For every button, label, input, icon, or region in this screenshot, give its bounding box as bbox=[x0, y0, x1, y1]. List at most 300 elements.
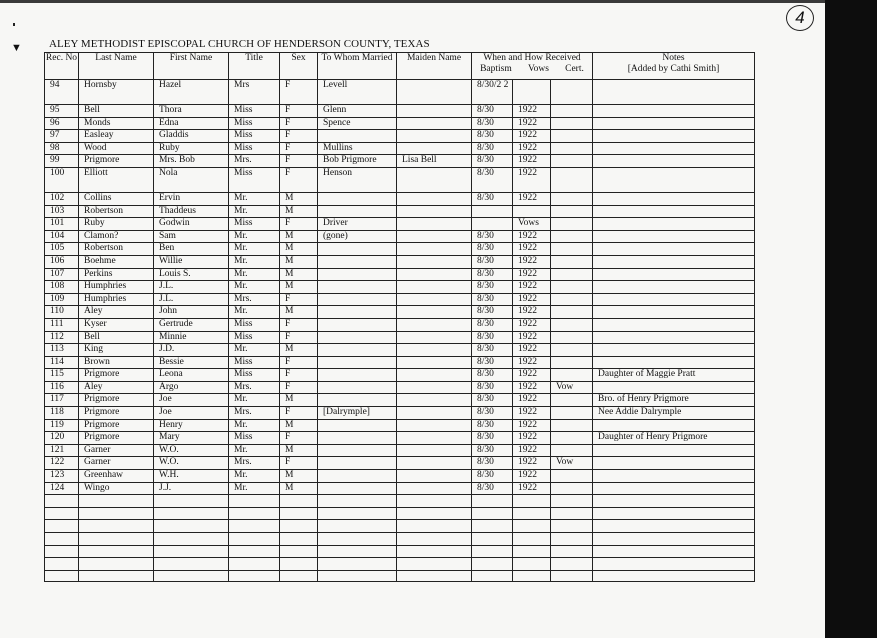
cell-first-name: Godwin bbox=[154, 218, 229, 231]
cell-sex: M bbox=[280, 230, 318, 243]
cell-to-whom-married bbox=[318, 482, 397, 495]
cell-cert: Vow bbox=[551, 457, 593, 470]
membership-register-table bbox=[44, 52, 755, 582]
cell-rec-no: 113 bbox=[45, 344, 79, 357]
cell-rec-no: 105 bbox=[45, 243, 79, 256]
cell-baptism: 8/30 bbox=[472, 281, 513, 294]
table-row bbox=[45, 407, 755, 420]
cell-rec-no: 124 bbox=[45, 482, 79, 495]
cell-cert bbox=[551, 255, 593, 268]
cell-title: Miss bbox=[229, 432, 280, 445]
cell-notes: Nee Addie Dalrymple bbox=[593, 407, 755, 420]
cell-baptism: 8/30 bbox=[472, 105, 513, 118]
cell-cert bbox=[551, 268, 593, 281]
empty-cell bbox=[280, 533, 318, 546]
cell-title: Miss bbox=[229, 167, 280, 192]
header-notes-label: Notes bbox=[662, 53, 685, 63]
cell-last-name: Perkins bbox=[79, 268, 154, 281]
empty-cell bbox=[472, 533, 513, 546]
header-first-name: First Name bbox=[154, 53, 229, 80]
table-row bbox=[45, 205, 755, 218]
cell-title: Mr. bbox=[229, 192, 280, 205]
cell-maiden-name bbox=[397, 432, 472, 445]
cell-cert bbox=[551, 470, 593, 483]
cell-maiden-name bbox=[397, 268, 472, 281]
empty-row bbox=[45, 533, 755, 546]
cell-title: Mr. bbox=[229, 306, 280, 319]
cell-rec-no: 117 bbox=[45, 394, 79, 407]
empty-cell bbox=[154, 520, 229, 533]
cell-first-name: Joe bbox=[154, 394, 229, 407]
cell-rec-no: 111 bbox=[45, 318, 79, 331]
margin-mark bbox=[13, 23, 15, 26]
cell-vows: 1922 bbox=[513, 394, 551, 407]
cell-last-name: Kyser bbox=[79, 318, 154, 331]
cell-cert bbox=[551, 105, 593, 118]
cell-to-whom-married bbox=[318, 318, 397, 331]
cell-baptism: 8/30 bbox=[472, 331, 513, 344]
cell-title: Miss bbox=[229, 356, 280, 369]
cell-rec-no: 104 bbox=[45, 230, 79, 243]
cell-notes bbox=[593, 381, 755, 394]
header-maiden-name: Maiden Name bbox=[397, 53, 472, 80]
empty-cell bbox=[79, 545, 154, 558]
cell-last-name: Prigmore bbox=[79, 369, 154, 382]
cell-cert bbox=[551, 205, 593, 218]
cell-to-whom-married: Levell bbox=[318, 80, 397, 105]
cell-vows bbox=[513, 205, 551, 218]
cell-to-whom-married bbox=[318, 432, 397, 445]
cell-cert bbox=[551, 293, 593, 306]
cell-maiden-name bbox=[397, 255, 472, 268]
empty-cell bbox=[472, 570, 513, 581]
cell-maiden-name bbox=[397, 281, 472, 294]
header-vows: Vows bbox=[527, 63, 549, 74]
empty-cell bbox=[318, 507, 397, 520]
header-row bbox=[45, 53, 755, 80]
cell-maiden-name bbox=[397, 356, 472, 369]
cell-to-whom-married: Mullins bbox=[318, 142, 397, 155]
cell-vows: 1922 bbox=[513, 482, 551, 495]
empty-cell bbox=[472, 520, 513, 533]
empty-cell bbox=[79, 507, 154, 520]
cell-to-whom-married bbox=[318, 255, 397, 268]
cell-baptism: 8/30 bbox=[472, 243, 513, 256]
cell-notes bbox=[593, 117, 755, 130]
cell-cert bbox=[551, 331, 593, 344]
empty-cell bbox=[513, 533, 551, 546]
cell-vows: 1922 bbox=[513, 331, 551, 344]
table-row bbox=[45, 356, 755, 369]
header-cert: Cert. bbox=[565, 63, 584, 74]
cell-rec-no: 112 bbox=[45, 331, 79, 344]
cell-sex: M bbox=[280, 394, 318, 407]
cell-rec-no: 119 bbox=[45, 419, 79, 432]
cell-to-whom-married bbox=[318, 394, 397, 407]
table-row bbox=[45, 80, 755, 105]
cell-sex: F bbox=[280, 155, 318, 168]
empty-cell bbox=[397, 507, 472, 520]
table-row bbox=[45, 130, 755, 143]
cell-baptism: 8/30 bbox=[472, 293, 513, 306]
cell-baptism: 8/30 bbox=[472, 306, 513, 319]
cell-baptism: 8/30 bbox=[472, 130, 513, 143]
empty-row bbox=[45, 570, 755, 581]
cell-notes bbox=[593, 142, 755, 155]
cell-maiden-name bbox=[397, 243, 472, 256]
cell-sex: M bbox=[280, 470, 318, 483]
empty-cell bbox=[397, 533, 472, 546]
empty-row bbox=[45, 495, 755, 508]
cell-vows: 1922 bbox=[513, 155, 551, 168]
cell-to-whom-married bbox=[318, 381, 397, 394]
cell-maiden-name bbox=[397, 293, 472, 306]
cell-notes: Daughter of Henry Prigmore bbox=[593, 432, 755, 445]
cell-maiden-name bbox=[397, 306, 472, 319]
cell-title: Mr. bbox=[229, 243, 280, 256]
cell-maiden-name bbox=[397, 105, 472, 118]
header-baptism: Baptism bbox=[480, 63, 512, 74]
cell-rec-no: 115 bbox=[45, 369, 79, 382]
cell-sex: M bbox=[280, 281, 318, 294]
empty-cell bbox=[229, 520, 280, 533]
cell-baptism: 8/30 bbox=[472, 230, 513, 243]
cell-to-whom-married bbox=[318, 268, 397, 281]
empty-cell bbox=[79, 495, 154, 508]
cell-sex: F bbox=[280, 105, 318, 118]
cell-last-name: Ruby bbox=[79, 218, 154, 231]
empty-cell bbox=[551, 520, 593, 533]
cell-notes bbox=[593, 155, 755, 168]
register-body bbox=[45, 80, 755, 582]
empty-cell bbox=[472, 545, 513, 558]
empty-cell bbox=[472, 558, 513, 571]
empty-cell bbox=[551, 533, 593, 546]
cell-vows: 1922 bbox=[513, 255, 551, 268]
empty-cell bbox=[229, 533, 280, 546]
cell-cert bbox=[551, 356, 593, 369]
cell-baptism: 8/30 bbox=[472, 268, 513, 281]
empty-cell bbox=[318, 520, 397, 533]
empty-cell bbox=[45, 533, 79, 546]
empty-cell bbox=[318, 495, 397, 508]
cell-title: Mr. bbox=[229, 205, 280, 218]
cell-title: Mrs. bbox=[229, 293, 280, 306]
cell-cert: Vow bbox=[551, 381, 593, 394]
empty-cell bbox=[280, 570, 318, 581]
table-row bbox=[45, 255, 755, 268]
cell-to-whom-married bbox=[318, 205, 397, 218]
cell-baptism: 8/30 bbox=[472, 142, 513, 155]
empty-cell bbox=[318, 545, 397, 558]
cell-first-name: Minnie bbox=[154, 331, 229, 344]
cell-cert bbox=[551, 130, 593, 143]
cell-to-whom-married bbox=[318, 192, 397, 205]
empty-cell bbox=[513, 507, 551, 520]
cell-baptism: 8/30 bbox=[472, 356, 513, 369]
table-row bbox=[45, 432, 755, 445]
cell-cert bbox=[551, 394, 593, 407]
cell-to-whom-married: Glenn bbox=[318, 105, 397, 118]
empty-cell bbox=[280, 545, 318, 558]
table-row bbox=[45, 243, 755, 256]
cell-first-name: Nola bbox=[154, 167, 229, 192]
cell-first-name: Ben bbox=[154, 243, 229, 256]
cell-first-name: Ruby bbox=[154, 142, 229, 155]
empty-cell bbox=[229, 558, 280, 571]
empty-cell bbox=[513, 558, 551, 571]
cell-sex: F bbox=[280, 117, 318, 130]
cell-last-name: Prigmore bbox=[79, 432, 154, 445]
cell-sex: F bbox=[280, 381, 318, 394]
cell-cert bbox=[551, 80, 593, 105]
cell-title: Mr. bbox=[229, 281, 280, 294]
cell-notes bbox=[593, 268, 755, 281]
cell-notes bbox=[593, 331, 755, 344]
cell-first-name: Mrs. Bob bbox=[154, 155, 229, 168]
cell-last-name: Robertson bbox=[79, 205, 154, 218]
cell-first-name: Hazel bbox=[154, 80, 229, 105]
cell-maiden-name bbox=[397, 457, 472, 470]
cell-vows: 1922 bbox=[513, 243, 551, 256]
cell-rec-no: 110 bbox=[45, 306, 79, 319]
cell-title: Mrs. bbox=[229, 457, 280, 470]
table-row bbox=[45, 318, 755, 331]
page-title: ALEY METHODIST EPISCOPAL CHURCH OF HENDERSON COUNTY, TEXAS bbox=[49, 38, 430, 50]
empty-cell bbox=[45, 570, 79, 581]
cell-notes bbox=[593, 444, 755, 457]
cell-vows: Vows bbox=[513, 218, 551, 231]
empty-cell bbox=[397, 495, 472, 508]
cell-rec-no: 95 bbox=[45, 105, 79, 118]
cell-cert bbox=[551, 344, 593, 357]
cell-title: Mrs. bbox=[229, 407, 280, 420]
cell-baptism: 8/30 bbox=[472, 117, 513, 130]
empty-cell bbox=[397, 558, 472, 571]
cell-first-name: Leona bbox=[154, 369, 229, 382]
empty-cell bbox=[45, 520, 79, 533]
cell-maiden-name bbox=[397, 142, 472, 155]
cell-rec-no: 97 bbox=[45, 130, 79, 143]
empty-cell bbox=[229, 545, 280, 558]
cell-first-name: Gladdis bbox=[154, 130, 229, 143]
cell-vows: 1922 bbox=[513, 192, 551, 205]
empty-cell bbox=[551, 558, 593, 571]
cell-to-whom-married: (gone) bbox=[318, 230, 397, 243]
empty-cell bbox=[318, 570, 397, 581]
cell-rec-no: 102 bbox=[45, 192, 79, 205]
cell-first-name: Henry bbox=[154, 419, 229, 432]
cell-vows: 1922 bbox=[513, 293, 551, 306]
cell-vows bbox=[513, 80, 551, 105]
cell-baptism: 8/30 bbox=[472, 432, 513, 445]
cell-last-name: Boehme bbox=[79, 255, 154, 268]
cell-notes bbox=[593, 344, 755, 357]
cell-notes bbox=[593, 255, 755, 268]
cell-notes bbox=[593, 293, 755, 306]
cell-cert bbox=[551, 167, 593, 192]
cell-cert bbox=[551, 482, 593, 495]
cell-notes bbox=[593, 105, 755, 118]
cell-first-name: Louis S. bbox=[154, 268, 229, 281]
cell-maiden-name bbox=[397, 130, 472, 143]
empty-cell bbox=[397, 545, 472, 558]
cell-rec-no: 106 bbox=[45, 255, 79, 268]
cell-maiden-name bbox=[397, 167, 472, 192]
cell-rec-no: 96 bbox=[45, 117, 79, 130]
empty-cell bbox=[154, 507, 229, 520]
table-row bbox=[45, 155, 755, 168]
empty-cell bbox=[45, 558, 79, 571]
cell-sex: F bbox=[280, 331, 318, 344]
empty-cell bbox=[472, 507, 513, 520]
cell-maiden-name bbox=[397, 117, 472, 130]
header-last-name: Last Name bbox=[79, 53, 154, 80]
cell-cert bbox=[551, 117, 593, 130]
cell-last-name: Bell bbox=[79, 105, 154, 118]
cell-maiden-name bbox=[397, 344, 472, 357]
cell-first-name: Argo bbox=[154, 381, 229, 394]
cell-title: Miss bbox=[229, 331, 280, 344]
cell-sex: F bbox=[280, 218, 318, 231]
cell-to-whom-married: [Dalrymple] bbox=[318, 407, 397, 420]
empty-cell bbox=[397, 520, 472, 533]
cell-cert bbox=[551, 318, 593, 331]
empty-cell bbox=[593, 495, 755, 508]
cell-baptism: 8/30/2 2 bbox=[472, 80, 513, 105]
cell-baptism: 8/30 bbox=[472, 394, 513, 407]
cell-rec-no: 114 bbox=[45, 356, 79, 369]
table-row bbox=[45, 192, 755, 205]
cell-title: Mr. bbox=[229, 419, 280, 432]
cell-notes bbox=[593, 419, 755, 432]
cell-rec-no: 101 bbox=[45, 218, 79, 231]
cell-baptism: 8/30 bbox=[472, 369, 513, 382]
empty-row bbox=[45, 558, 755, 571]
empty-cell bbox=[513, 520, 551, 533]
cell-baptism: 8/30 bbox=[472, 470, 513, 483]
cell-maiden-name bbox=[397, 444, 472, 457]
empty-cell bbox=[79, 520, 154, 533]
margin-mark-arrow: ▼ bbox=[11, 42, 22, 54]
cell-vows: 1922 bbox=[513, 419, 551, 432]
empty-cell bbox=[229, 507, 280, 520]
empty-cell bbox=[229, 570, 280, 581]
cell-last-name: Hornsby bbox=[79, 80, 154, 105]
cell-sex: M bbox=[280, 243, 318, 256]
cell-last-name: Aley bbox=[79, 381, 154, 394]
cell-last-name: Robertson bbox=[79, 243, 154, 256]
header-sex: Sex bbox=[280, 53, 318, 80]
empty-cell bbox=[513, 495, 551, 508]
scan-background bbox=[825, 0, 877, 638]
cell-title: Mr. bbox=[229, 470, 280, 483]
cell-vows: 1922 bbox=[513, 369, 551, 382]
cell-title: Miss bbox=[229, 369, 280, 382]
cell-baptism bbox=[472, 218, 513, 231]
cell-vows: 1922 bbox=[513, 407, 551, 420]
cell-baptism: 8/30 bbox=[472, 192, 513, 205]
cell-vows: 1922 bbox=[513, 432, 551, 445]
cell-cert bbox=[551, 142, 593, 155]
cell-last-name: Wingo bbox=[79, 482, 154, 495]
cell-to-whom-married bbox=[318, 293, 397, 306]
cell-sex: M bbox=[280, 268, 318, 281]
cell-to-whom-married: Driver bbox=[318, 218, 397, 231]
cell-title: Mr. bbox=[229, 344, 280, 357]
cell-last-name: Monds bbox=[79, 117, 154, 130]
cell-maiden-name: Lisa Bell bbox=[397, 155, 472, 168]
cell-sex: F bbox=[280, 130, 318, 143]
cell-cert bbox=[551, 306, 593, 319]
table-row bbox=[45, 218, 755, 231]
empty-cell bbox=[79, 558, 154, 571]
scan-edge bbox=[0, 0, 825, 3]
cell-maiden-name bbox=[397, 419, 472, 432]
empty-cell bbox=[79, 570, 154, 581]
cell-to-whom-married: Henson bbox=[318, 167, 397, 192]
cell-notes: Bro. of Henry Prigmore bbox=[593, 394, 755, 407]
cell-title: Mrs. bbox=[229, 155, 280, 168]
empty-cell bbox=[551, 545, 593, 558]
empty-cell bbox=[45, 495, 79, 508]
cell-maiden-name bbox=[397, 381, 472, 394]
table-row bbox=[45, 293, 755, 306]
header-notes bbox=[593, 53, 755, 80]
cell-vows: 1922 bbox=[513, 444, 551, 457]
table-row bbox=[45, 470, 755, 483]
cell-last-name: Elliott bbox=[79, 167, 154, 192]
table-row bbox=[45, 419, 755, 432]
cell-vows: 1922 bbox=[513, 381, 551, 394]
cell-rec-no: 98 bbox=[45, 142, 79, 155]
empty-cell bbox=[154, 495, 229, 508]
header-to-whom-married: To Whom Married bbox=[318, 53, 397, 80]
cell-first-name: Thora bbox=[154, 105, 229, 118]
cell-to-whom-married bbox=[318, 344, 397, 357]
empty-cell bbox=[318, 558, 397, 571]
cell-rec-no: 100 bbox=[45, 167, 79, 192]
cell-rec-no: 120 bbox=[45, 432, 79, 445]
cell-vows: 1922 bbox=[513, 117, 551, 130]
cell-notes bbox=[593, 318, 755, 331]
cell-first-name: Mary bbox=[154, 432, 229, 445]
cell-cert bbox=[551, 419, 593, 432]
empty-cell bbox=[593, 520, 755, 533]
cell-vows: 1922 bbox=[513, 167, 551, 192]
cell-first-name: J.D. bbox=[154, 344, 229, 357]
empty-cell bbox=[318, 533, 397, 546]
cell-first-name: Ervin bbox=[154, 192, 229, 205]
cell-sex: M bbox=[280, 419, 318, 432]
cell-last-name: Clamon? bbox=[79, 230, 154, 243]
cell-rec-no: 118 bbox=[45, 407, 79, 420]
cell-sex: M bbox=[280, 255, 318, 268]
empty-cell bbox=[472, 495, 513, 508]
cell-vows: 1922 bbox=[513, 105, 551, 118]
cell-maiden-name bbox=[397, 331, 472, 344]
header-when-how-label: When and How Received bbox=[483, 53, 581, 63]
cell-sex: M bbox=[280, 344, 318, 357]
cell-maiden-name bbox=[397, 369, 472, 382]
cell-notes bbox=[593, 167, 755, 192]
cell-to-whom-married bbox=[318, 243, 397, 256]
cell-to-whom-married bbox=[318, 470, 397, 483]
empty-cell bbox=[154, 533, 229, 546]
cell-cert bbox=[551, 369, 593, 382]
empty-cell bbox=[280, 520, 318, 533]
empty-cell bbox=[154, 545, 229, 558]
